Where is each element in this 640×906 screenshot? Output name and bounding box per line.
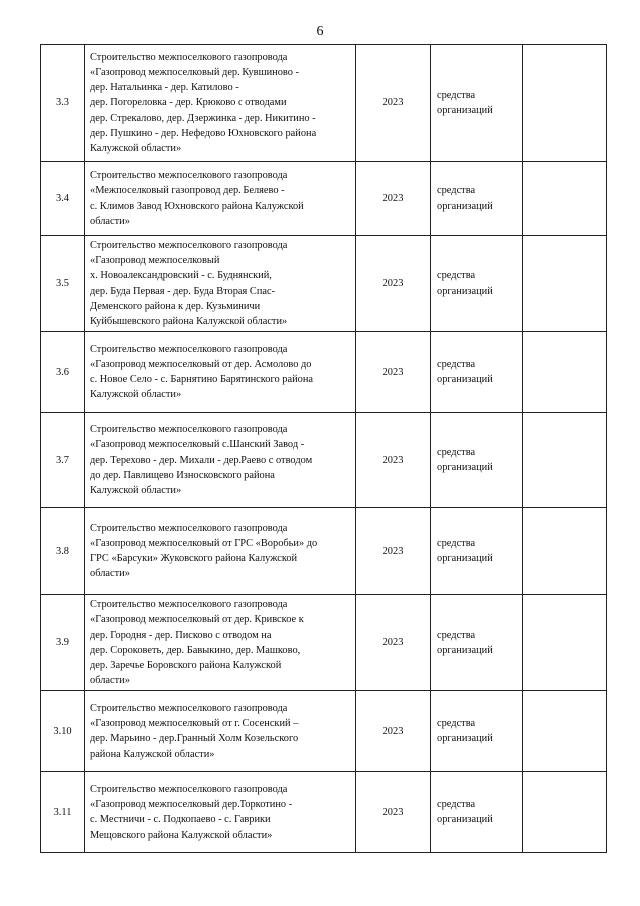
funding-source-line: средства: [437, 718, 476, 730]
table-row: [41, 45, 607, 162]
project-description: [85, 413, 356, 508]
description-line: Мещовского района Калужской области»: [90, 829, 273, 841]
empty-cell: [523, 162, 607, 236]
year-cell: 2023: [356, 508, 431, 595]
funding-source-line: организаций: [437, 553, 493, 565]
description-line: области»: [90, 568, 130, 580]
description-line: дер. Терехово - дер. Михали - дер.Раево с отводом: [90, 454, 313, 466]
description-line: Строительство межпоселкового газопровода: [90, 522, 288, 534]
description-line: Куйбышевского района Калужской области»: [90, 316, 288, 328]
description-line: дер. Марьино - дер.Гранный Холм Козельского: [90, 733, 299, 745]
description-line: с. Новое Село - с. Барнятино Барятинского района: [90, 374, 314, 386]
funding-source: [431, 236, 523, 332]
project-description: [85, 45, 356, 162]
row-number: 3.4: [41, 162, 85, 236]
funding-source-line: средства: [437, 185, 476, 197]
row-number: 3.7: [41, 413, 85, 508]
empty-cell: [523, 595, 607, 691]
project-description: [85, 691, 356, 772]
funding-source-line: средства: [437, 270, 476, 282]
year-cell: 2023: [356, 162, 431, 236]
table-row: [41, 772, 607, 853]
description-line: «Газопровод межпоселковый от г. Сосенский –: [90, 718, 299, 730]
row-number: 3.6: [41, 332, 85, 413]
description-line: Строительство межпоселкового газопровода: [90, 170, 288, 182]
empty-cell: [523, 508, 607, 595]
description-line: Строительство межпоселкового газопровода: [90, 599, 288, 611]
funding-source-line: организаций: [437, 200, 493, 212]
description-line: «Газопровод межпоселковый с.Шанский Завод -: [90, 439, 305, 451]
table-row: [41, 236, 607, 332]
funding-source-line: организаций: [437, 644, 493, 656]
table-row: [41, 508, 607, 595]
empty-cell: [523, 236, 607, 332]
description-line: «Газопровод межпоселковый от дер. Кривское к: [90, 614, 304, 626]
year-cell: 2023: [356, 332, 431, 413]
description-line: области»: [90, 675, 130, 687]
description-line: дер. Городня - дер. Писково с отводом на: [90, 629, 272, 641]
description-line: Строительство межпоселкового газопровода: [90, 343, 288, 355]
row-number: 3.9: [41, 595, 85, 691]
row-number: 3.11: [41, 772, 85, 853]
funding-source: [431, 772, 523, 853]
funding-source: [431, 162, 523, 236]
description-line: «Газопровод межпоселковый от дер. Асмолово до: [90, 359, 312, 371]
description-line: дер. Заречье Боровского района Калужской: [90, 660, 282, 672]
description-line: с. Климов Завод Юхновского района Калужской: [90, 200, 304, 212]
description-line: дер. Сороковеть, дер. Бавыкино, дер. Машково,: [90, 644, 301, 656]
page-number: 6: [316, 24, 324, 39]
project-description: [85, 236, 356, 332]
description-line: дер. Пушкино - дер. Нефедово Юхновского района: [90, 127, 317, 139]
funding-source: [431, 691, 523, 772]
funding-source-line: организаций: [437, 462, 493, 474]
project-description: [85, 332, 356, 413]
funding-source-line: средства: [437, 538, 476, 550]
funding-source-line: средства: [437, 447, 476, 459]
description-line: Строительство межпоселкового газопровода: [90, 51, 288, 63]
funding-source-line: средства: [437, 629, 476, 641]
funding-source: [431, 508, 523, 595]
description-line: Строительство межпоселкового газопровода: [90, 240, 288, 251]
description-line: «Газопровод межпоселковый от ГРС «Воробьи» до: [90, 538, 318, 550]
description-line: Строительство межпоселкового газопровода: [90, 424, 288, 436]
funding-source-line: организаций: [437, 285, 493, 297]
description-line: дер. Стрекалово, дер. Дзержинка - дер. Никитино -: [90, 112, 316, 124]
table-row: [41, 595, 607, 691]
gas-pipeline-table: [40, 44, 607, 853]
year-cell: 2023: [356, 595, 431, 691]
description-line: Деменского района к дер. Кузьминичи: [90, 300, 261, 312]
description-line: района Калужской области»: [90, 748, 215, 760]
description-line: «Газопровод межпоселковый дер. Кувшиново -: [90, 66, 299, 78]
funding-source-line: средства: [437, 89, 476, 101]
description-line: х. Новоалександровский - с. Буднянский,: [90, 270, 272, 282]
funding-source-line: средства: [437, 359, 476, 371]
project-description: [85, 508, 356, 595]
funding-source: [431, 45, 523, 162]
table-row: [41, 691, 607, 772]
funding-source: [431, 332, 523, 413]
funding-source-line: организаций: [437, 733, 493, 745]
funding-source: [431, 413, 523, 508]
project-description: [85, 772, 356, 853]
row-number: 3.10: [41, 691, 85, 772]
project-description: [85, 162, 356, 236]
funding-source-line: организаций: [437, 105, 493, 116]
description-line: Калужской области»: [90, 389, 182, 401]
funding-source-line: организаций: [437, 374, 493, 386]
table-row: [41, 413, 607, 508]
table-row: [41, 332, 607, 413]
funding-source-line: организаций: [437, 814, 493, 826]
year-cell: 2023: [356, 236, 431, 332]
funding-source-line: средства: [437, 799, 476, 811]
empty-cell: [523, 691, 607, 772]
row-number: 3.3: [41, 45, 85, 162]
description-line: области»: [90, 215, 130, 227]
description-line: дер. Натальинка - дер. Катилово -: [90, 82, 239, 94]
empty-cell: [523, 413, 607, 508]
project-description: [85, 595, 356, 691]
year-cell: 2023: [356, 772, 431, 853]
description-line: ГРС «Барсуки» Жуковского района Калужской: [90, 553, 298, 565]
year-cell: 2023: [356, 413, 431, 508]
description-line: дер. Буда Первая - дер. Буда Вторая Спас-: [90, 285, 276, 297]
description-line: «Газопровод межпоселковый дер.Торкотино -: [90, 799, 293, 811]
description-line: «Межпоселковый газопровод дер. Беляево -: [90, 185, 285, 197]
empty-cell: [523, 332, 607, 413]
row-number: 3.8: [41, 508, 85, 595]
empty-cell: [523, 772, 607, 853]
description-line: Калужской области»: [90, 485, 182, 497]
description-line: Калужской области»: [90, 143, 182, 154]
description-line: дер. Погореловка - дер. Крюково с отводами: [90, 97, 287, 109]
funding-source: [431, 595, 523, 691]
year-cell: 2023: [356, 691, 431, 772]
empty-cell: [523, 45, 607, 162]
description-line: с. Местничи - с. Подкопаево - с. Гаврики: [90, 814, 271, 826]
description-line: Строительство межпоселкового газопровода: [90, 784, 288, 796]
row-number: 3.5: [41, 236, 85, 332]
description-line: Строительство межпоселкового газопровода: [90, 703, 288, 715]
description-line: до дер. Павлищево Износковского района: [90, 469, 275, 481]
year-cell: 2023: [356, 45, 431, 162]
description-line: «Газопровод межпоселковый: [90, 255, 220, 267]
table-row: [41, 162, 607, 236]
